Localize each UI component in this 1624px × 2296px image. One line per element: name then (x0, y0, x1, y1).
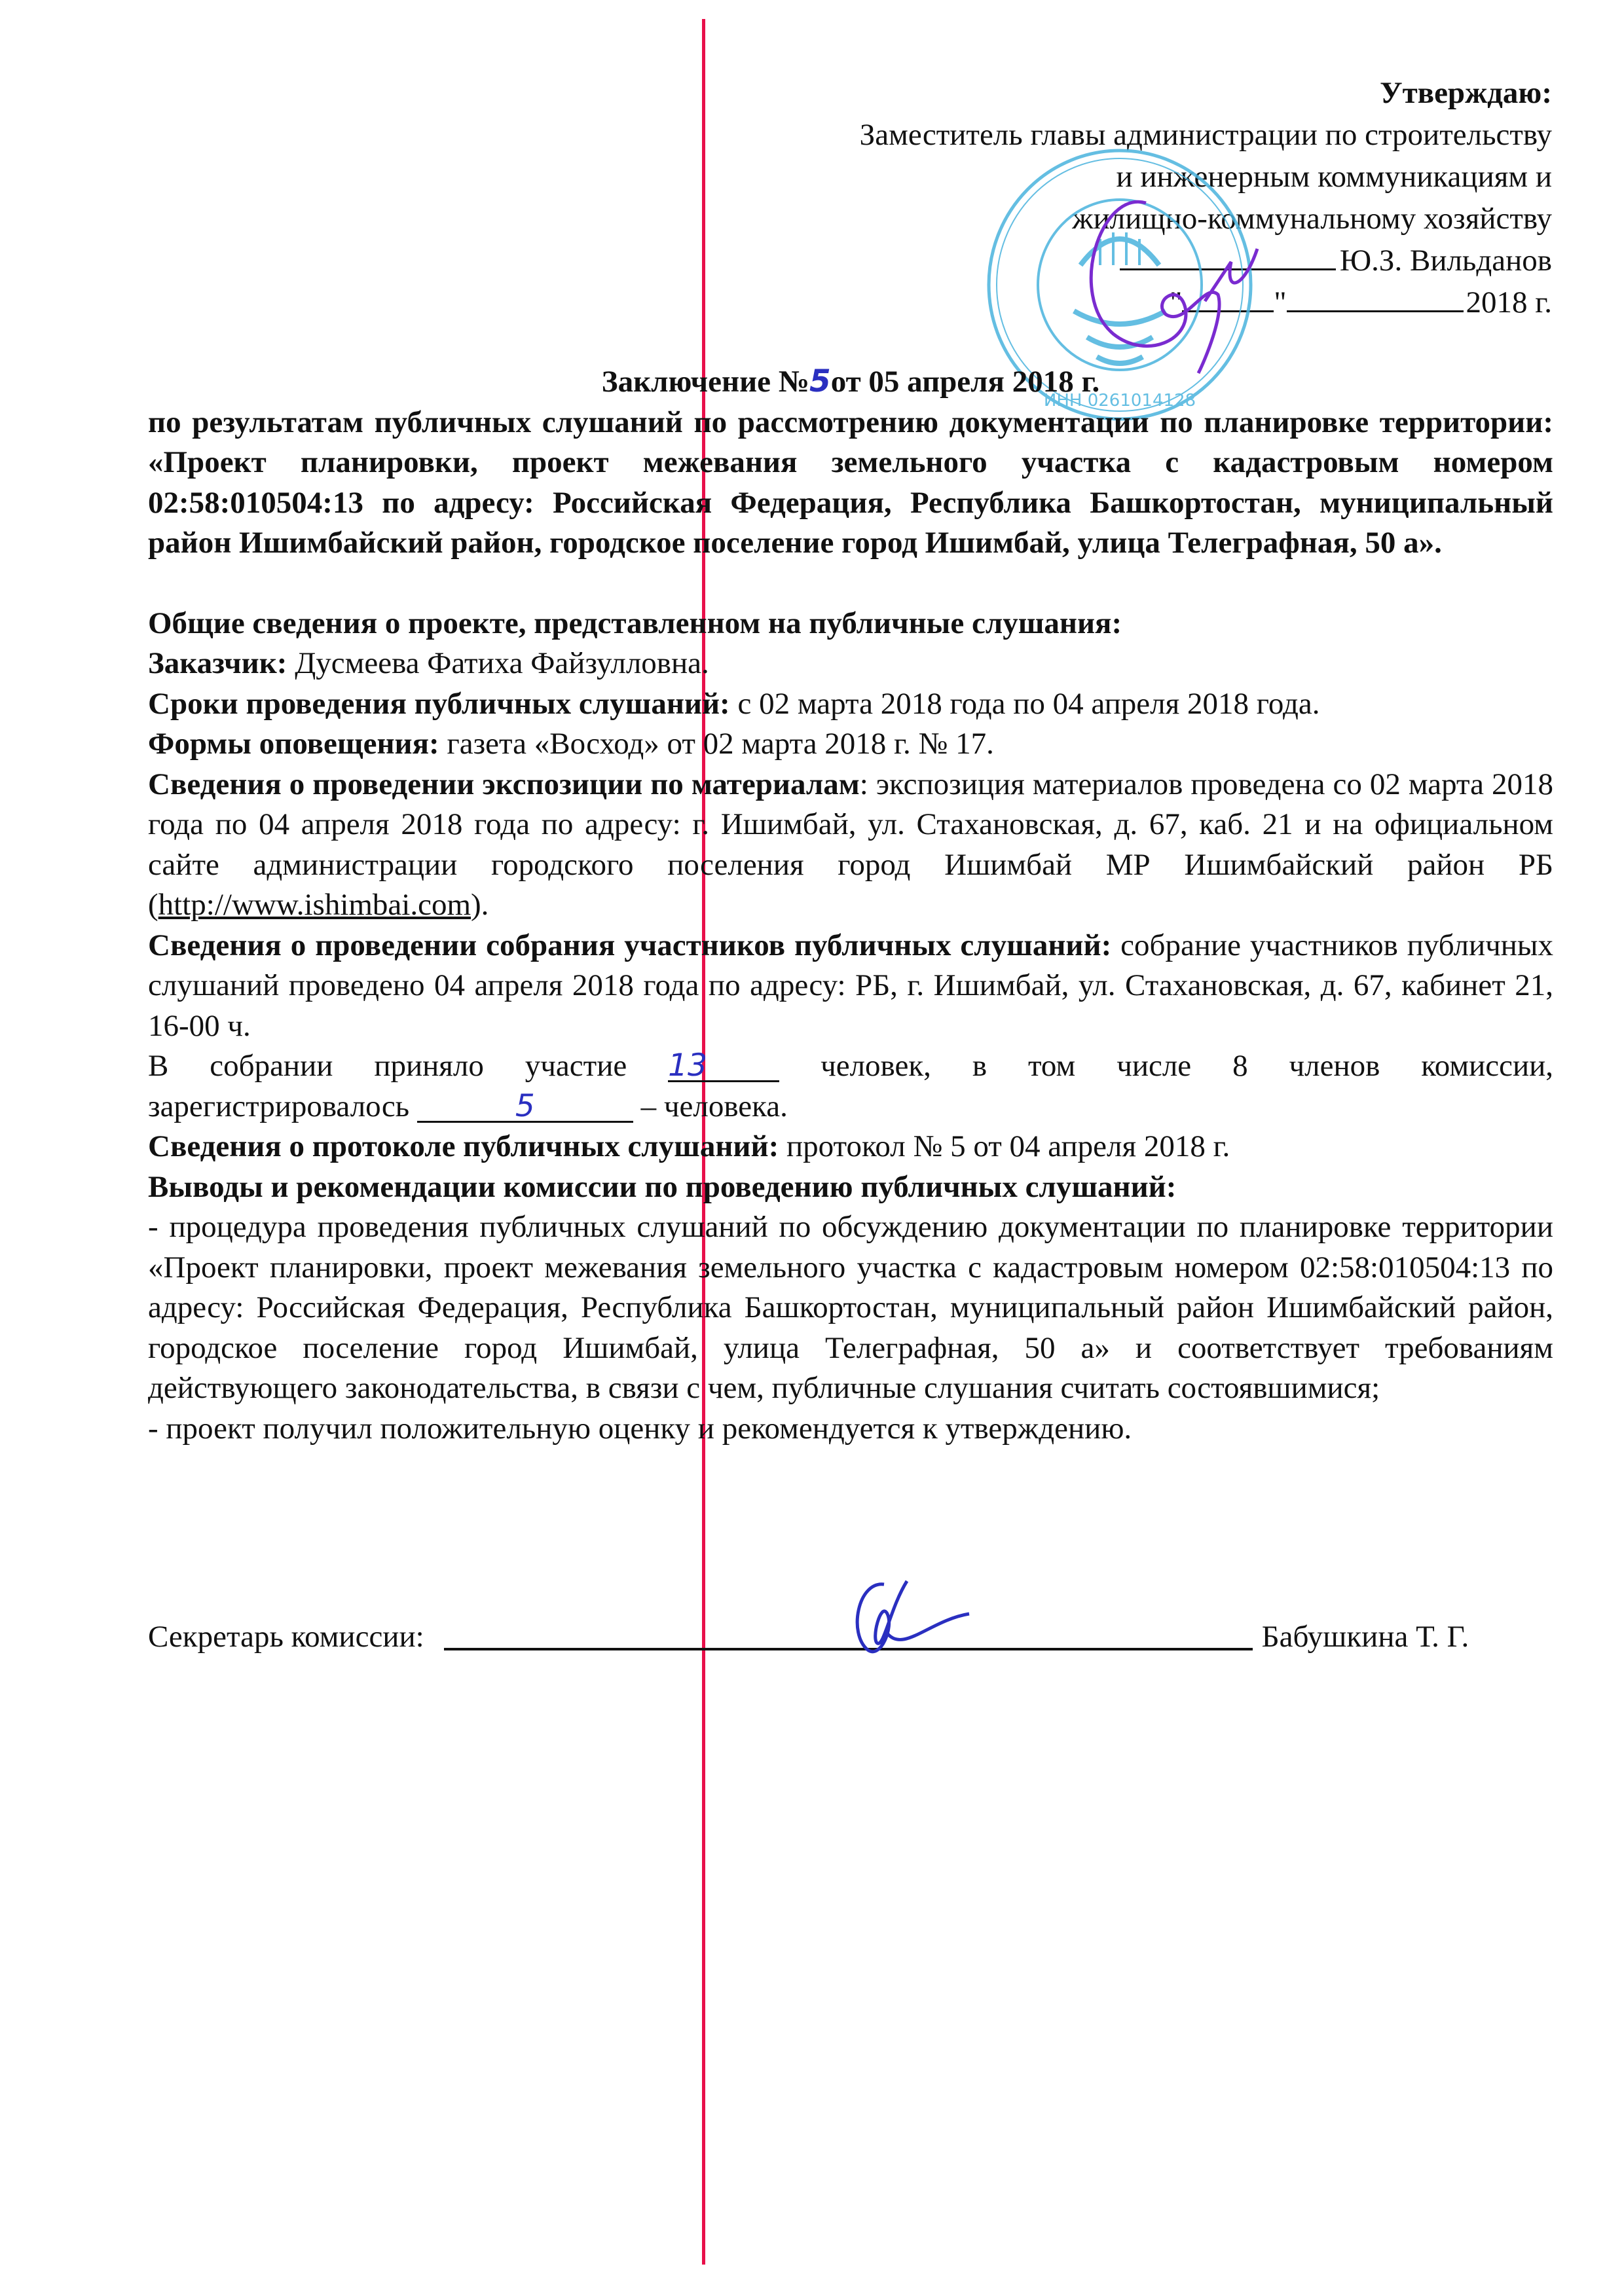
date-quote-open: " (1170, 285, 1183, 319)
meeting-value: собрание участников публичных слушаний проведено 04 апреля 2018 года по адресу: РБ, г. Ишимбай, ул. Стахановская, д. 67, кабинет 21, 16-00 ч. (148, 928, 1553, 1043)
approval-year: 2018 г. (1466, 285, 1552, 319)
secretary-name: Бабушкина Т. Г. (1261, 1620, 1469, 1654)
conclusion-item-1: - процедура проведения публичных слушаний по обсуждению документации по планировке территории «Проект планировки, проект межевания земельного участка с кадастровым номером 02:58:010504:13 по адресу: Российская Федерация, Республика Башкортостан, муниципальный район Ишимбайский район, городское поселение город Ишимбай, улица Телеграфная, 50 а» и соответствует требованиям действующего законодательства, в связи с чем, публичные слушания считать состоявшимися; (148, 1210, 1553, 1405)
registered-count: 5 (417, 1092, 633, 1123)
approver-name: Ю.З. Вильданов (1339, 244, 1552, 278)
terms-row (148, 684, 1553, 725)
exposition-row (148, 765, 1553, 926)
meeting-label: Сведения о проведении собрания участников публичных слушаний: (148, 928, 1112, 962)
customer-row (148, 644, 1553, 684)
notice-value: газета «Восход» от 02 марта 2018 г. № 17. (439, 727, 994, 761)
handwritten-number: 5 (809, 363, 831, 399)
conclusion-title (148, 361, 1553, 403)
meeting-row (148, 926, 1553, 1047)
customer-value: Дусмеева Фатиха Файзулловна. (287, 646, 709, 680)
svg-text:ИНН 0261014128: ИНН 0261014128 (1043, 391, 1196, 410)
approver-position-line-2: и инженерным коммуникациям и (1116, 160, 1552, 194)
title-prefix: Заключение № (601, 365, 810, 399)
protocol-row (148, 1127, 1553, 1167)
date-quote-close: " (1274, 285, 1287, 319)
secretary-label: Секретарь комиссии: (148, 1620, 424, 1654)
registered-row (148, 1087, 1553, 1127)
approver-signature-icon (1074, 164, 1270, 380)
general-heading: Общие сведения о проекте, представленном на публичные слушания: (148, 606, 1122, 640)
conclusions-heading: Выводы и рекомендации комиссии по проведению публичных слушаний: (148, 1169, 1177, 1204)
notice-label: Формы оповещения: (148, 727, 439, 761)
attendance-prefix: В собрании приняло участие (148, 1049, 669, 1083)
registered-prefix: зарегистрировалось (148, 1089, 417, 1123)
conclusion-item-2: - проект получил положительную оценку и рекомендуется к утверждению. (148, 1411, 1132, 1446)
document-body (148, 361, 1553, 1449)
attendance-row (148, 1046, 1553, 1087)
customer-label: Заказчик: (148, 646, 287, 680)
website-link[interactable]: http://www.ishimbai.com (158, 888, 471, 922)
secretary-signature-icon (845, 1568, 995, 1660)
terms-value: с 02 марта 2018 года по 04 апреля 2018 года. (729, 686, 1320, 721)
registered-suffix: – человека. (633, 1089, 788, 1123)
attendance-count: 13 (668, 1051, 779, 1082)
notice-row (148, 724, 1553, 765)
exposition-value: : экспозиция материалов проведена со 02 марта 2018 года по 04 апреля 2018 года по адресу: г. Ишимбай, ул. Стахановская, д. 67, каб. 21 и на официальном сайте администрации городского поселения город Ишимбай МР Ишимбайский район РБ ( (148, 767, 1553, 922)
exposition-label: Сведения о проведении экспозиции по материалам (148, 767, 860, 801)
exposition-end: ). (471, 888, 489, 922)
attendance-middle: человек, в том числе 8 членов комиссии, (779, 1049, 1553, 1083)
approver-position-line-1: Заместитель главы администрации по строительству (859, 118, 1552, 152)
conclusion-subject: по результатам публичных слушаний по рассмотрению документации по планировке территории: «Проект планировки, проект межевания земельного участка с кадастровым номером 02:58:010504:13 по адресу: Российская Федерация, Республика Башкортостан, муниципальный район Ишимбайский район, городское поселение город Ишимбай, улица Телеграфная, 50 а». (148, 405, 1553, 560)
approval-title: Утверждаю: (1380, 76, 1552, 110)
protocol-label: Сведения о протоколе публичных слушаний: (148, 1129, 779, 1163)
date-month-blank (1287, 284, 1464, 312)
approver-position-line-3: жилищно-коммунальному хозяйству (1072, 202, 1552, 236)
title-suffix: от 05 апреля 2018 г. (830, 365, 1100, 399)
protocol-value: протокол № 5 от 04 апреля 2018 г. (779, 1129, 1230, 1163)
terms-label: Сроки проведения публичных слушаний: (148, 686, 730, 721)
